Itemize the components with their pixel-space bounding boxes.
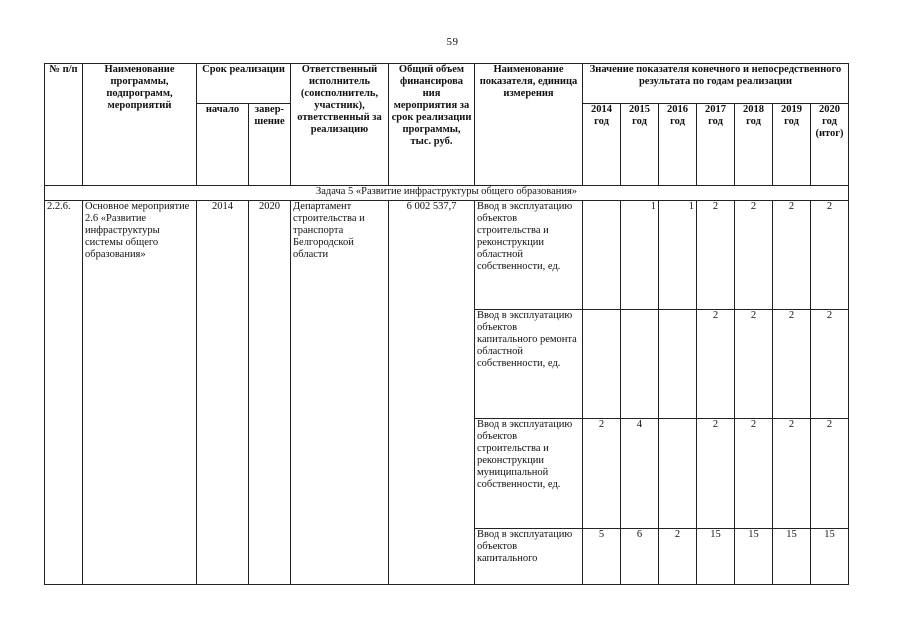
col-start-header: начало bbox=[197, 104, 249, 186]
year-header: 2019 год bbox=[773, 104, 811, 186]
value-cell: 15 bbox=[811, 529, 849, 585]
measure-end: 2020 bbox=[249, 201, 291, 585]
year-header: 2015 год bbox=[621, 104, 659, 186]
value-cell: 6 bbox=[621, 529, 659, 585]
value-cell: 15 bbox=[697, 529, 735, 585]
value-cell: 2 bbox=[735, 201, 773, 310]
col-values-header: Значение показателя конечного и непосредственного результата по годам реализации bbox=[583, 64, 849, 104]
value-cell: 2 bbox=[773, 419, 811, 529]
value-cell bbox=[659, 310, 697, 419]
value-cell: 1 bbox=[659, 201, 697, 310]
page-number: 59 bbox=[446, 36, 459, 48]
value-cell: 2 bbox=[583, 419, 621, 529]
measure-total: 6 002 537,7 bbox=[389, 201, 475, 585]
year-header: 2017 год bbox=[697, 104, 735, 186]
year-header: 2018 год bbox=[735, 104, 773, 186]
value-cell: 2 bbox=[811, 310, 849, 419]
col-num-header: № п/п bbox=[45, 64, 83, 186]
value-cell: 5 bbox=[583, 529, 621, 585]
measure-start: 2014 bbox=[197, 201, 249, 585]
value-cell: 2 bbox=[697, 201, 735, 310]
value-cell: 4 bbox=[621, 419, 659, 529]
value-cell bbox=[621, 310, 659, 419]
value-cell: 2 bbox=[773, 310, 811, 419]
value-cell: 15 bbox=[735, 529, 773, 585]
year-header: 2020 год (итог) bbox=[811, 104, 849, 186]
value-cell: 2 bbox=[735, 419, 773, 529]
value-cell: 2 bbox=[773, 201, 811, 310]
col-term-header: Срок реализации bbox=[197, 64, 291, 104]
indicator-label: Ввод в эксплуатацию объектов строительства и реконструкции муниципальной собственности, ед. bbox=[475, 419, 583, 529]
value-cell: 2 bbox=[735, 310, 773, 419]
value-cell bbox=[583, 310, 621, 419]
measure-name: Основное мероприятие 2.6 «Развитие инфраструктуры системы общего образования» bbox=[83, 201, 197, 585]
value-cell: 2 bbox=[697, 419, 735, 529]
value-cell: 1 bbox=[621, 201, 659, 310]
task-row: Задача 5 «Развитие инфраструктуры общего образования» bbox=[45, 186, 849, 201]
measure-number: 2.2.6. bbox=[45, 201, 83, 585]
indicator-label: Ввод в эксплуатацию объектов капитального ремонта областной собственности, ед. bbox=[475, 310, 583, 419]
year-header: 2014 год bbox=[583, 104, 621, 186]
indicators-table bbox=[44, 63, 849, 585]
value-cell: 2 bbox=[811, 201, 849, 310]
value-cell: 2 bbox=[697, 310, 735, 419]
value-cell bbox=[659, 419, 697, 529]
col-executor-header: Ответственный исполнитель (соисполнитель, участник), ответственный за реализацию bbox=[291, 64, 389, 186]
value-cell bbox=[583, 201, 621, 310]
year-header: 2016 год bbox=[659, 104, 697, 186]
col-end-header: завер-шение bbox=[249, 104, 291, 186]
col-total-header: Общий объем финансирова ния мероприятия за срок реализации программы, тыс. руб. bbox=[389, 64, 475, 186]
col-indicator-header: Наименование показателя, единица измерения bbox=[475, 64, 583, 186]
value-cell: 15 bbox=[773, 529, 811, 585]
value-cell: 2 bbox=[811, 419, 849, 529]
value-cell: 2 bbox=[659, 529, 697, 585]
col-name-header: Наименование программы, подпрограмм, мероприятий bbox=[83, 64, 197, 186]
indicator-label: Ввод в эксплуатацию объектов строительства и реконструкции областной собственности, ед. bbox=[475, 201, 583, 310]
indicator-label: Ввод в эксплуатацию объектов капитального bbox=[475, 529, 583, 585]
measure-executor: Департамент строительства и транспорта Белгородской области bbox=[291, 201, 389, 585]
